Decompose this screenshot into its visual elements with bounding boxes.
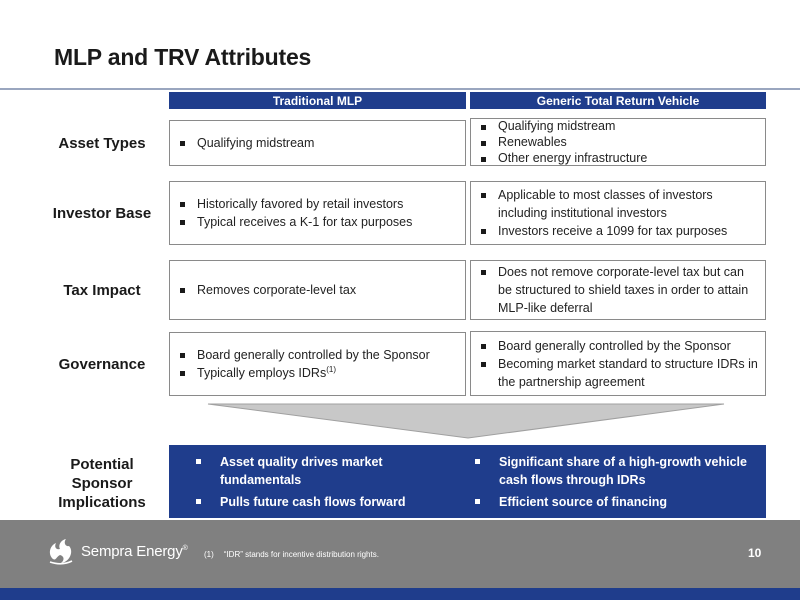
list-item: Other energy infrastructure: [479, 150, 759, 166]
page-number: 10: [748, 546, 762, 560]
list-item-text: Typically employs IDRs: [197, 366, 327, 380]
implications-left-column: [193, 453, 443, 515]
title-rule: [0, 88, 800, 90]
cell-governance-mlp: [169, 332, 466, 396]
row-label-governance: Governance: [58, 355, 146, 373]
column-header-generic-trv: Generic Total Return Vehicle: [470, 92, 766, 109]
footnote-text: “IDR” stands for incentive distribution rights.: [223, 550, 379, 559]
row-label-asset-types: Asset Types: [58, 134, 146, 152]
list-item: Renewables: [479, 134, 759, 150]
list-item: Efficient source of financing: [472, 493, 752, 511]
footnote-marker: (1): [326, 364, 336, 374]
cell-asset-types-trv: [470, 118, 766, 166]
list-item: Investors receive a 1099 for tax purposes: [479, 222, 759, 240]
cell-asset-types-mlp: [169, 120, 466, 166]
footnote: [204, 550, 379, 559]
logo-text: [81, 543, 188, 560]
cell-investor-base-mlp: [169, 181, 466, 245]
list-item: Qualifying midstream: [178, 134, 459, 152]
cell-governance-trv: [470, 331, 766, 396]
funnel-arrow-icon: [206, 402, 726, 440]
implications-right-column: [472, 453, 752, 515]
logo-wordmark: Sempra Energy: [81, 542, 183, 560]
list-item: Does not remove corporate-level tax but can be structured to shield taxes in order to attain MLP-like deferral: [479, 263, 759, 317]
list-item: Applicable to most classes of investors including institutional investors: [479, 186, 759, 222]
list-item: Board generally controlled by the Sponsor: [178, 346, 459, 364]
list-item: Typical receives a K-1 for tax purposes: [178, 213, 459, 231]
sempra-logo: [44, 534, 188, 568]
implications-box: [169, 445, 766, 518]
column-header-traditional-mlp: Traditional MLP: [169, 92, 466, 109]
row-label-investor-base: Investor Base: [52, 204, 152, 222]
row-label-tax-impact: Tax Impact: [63, 281, 141, 299]
footer-accent-bar: [0, 588, 800, 600]
cell-tax-impact-mlp: [169, 260, 466, 320]
cell-investor-base-trv: [470, 181, 766, 245]
list-item: Historically favored by retail investors: [178, 195, 459, 213]
page-title: MLP and TRV Attributes: [54, 44, 312, 70]
list-item: Removes corporate-level tax: [178, 281, 459, 299]
footnote-number: (1): [204, 550, 214, 559]
list-item: Becoming market standard to structure IDRs in the partnership agreement: [479, 355, 759, 391]
list-item: Asset quality drives market fundamentals: [193, 453, 443, 489]
list-item: Pulls future cash flows forward: [193, 493, 443, 511]
list-item: [178, 364, 459, 382]
sempra-flame-icon: [44, 534, 78, 568]
list-item: Significant share of a high-growth vehicle cash flows through IDRs: [472, 453, 752, 489]
row-label-potential-sponsor-implications: Potential Sponsor Implications: [58, 455, 146, 511]
cell-tax-impact-trv: [470, 260, 766, 320]
registered-mark: ®: [182, 544, 188, 552]
list-item: Board generally controlled by the Sponsor: [479, 337, 759, 355]
list-item: Qualifying midstream: [479, 118, 759, 134]
